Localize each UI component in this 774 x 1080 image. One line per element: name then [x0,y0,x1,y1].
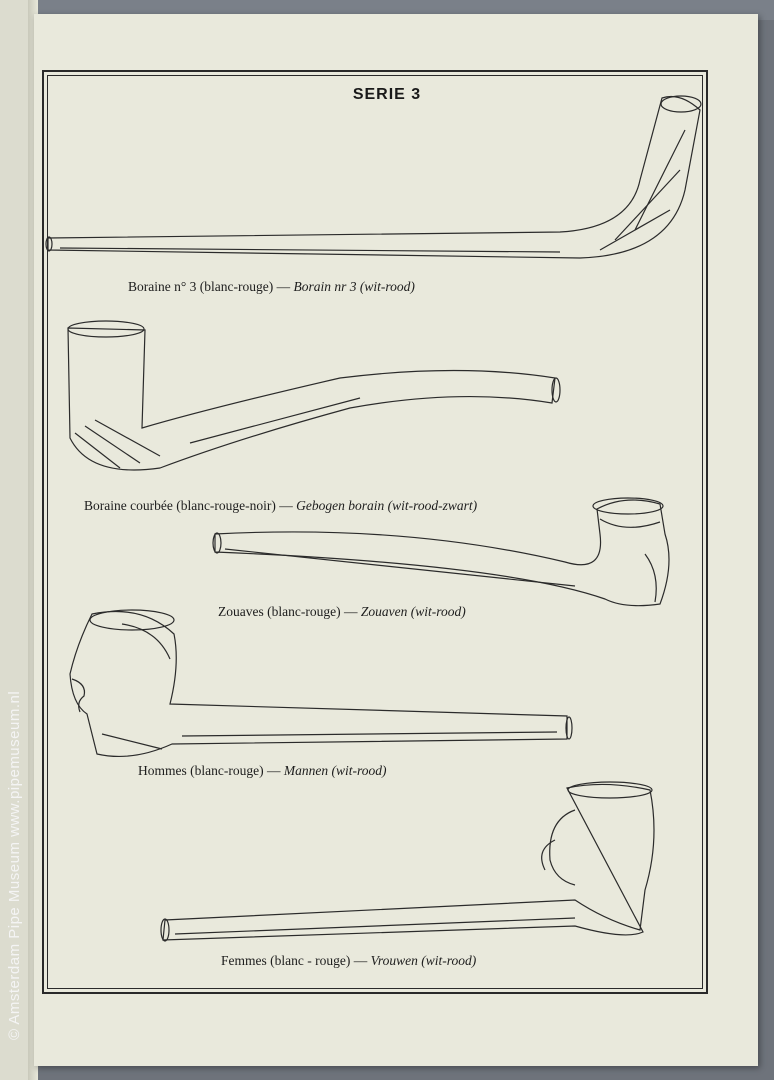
caption-fr: Boraine n° 3 (blanc-rouge) [128,279,274,294]
caption-fr: Femmes (blanc - rouge) [221,953,351,968]
pipe-caption-4 [138,763,386,779]
pipe-illustration-woman [155,780,665,948]
caption-separator: — [343,604,358,619]
pipe-caption-5 [221,953,476,969]
pipe-caption-1 [128,279,415,295]
caption-separator: — [353,953,368,968]
caption-fr: Boraine courbée (blanc-rouge-noir) [84,498,276,513]
pipe-illustration-boraine [40,90,710,270]
caption-nl: Gebogen borain (wit-rood-zwart) [296,498,478,513]
caption-separator: — [266,763,281,778]
pipe-illustration-man [62,604,577,764]
page-title: SERIE 3 [352,86,422,103]
caption-nl: Mannen (wit-rood) [283,763,387,778]
caption-separator: — [279,498,293,513]
caption-fr: Zouaves (blanc-rouge) [218,604,341,619]
caption-fr: Hommes (blanc-rouge) [138,763,264,778]
copyright-watermark: © Amsterdam Pipe Museum www.pipemuseum.nl [6,690,23,1040]
caption-separator: — [276,279,291,294]
pipe-illustration-boraine-courbee [60,318,570,488]
caption-nl: Vrouwen (wit-rood) [370,953,477,968]
caption-nl: Borain nr 3 (wit-rood) [293,279,415,294]
pipe-illustration-zouave [205,494,675,614]
caption-nl: Zouaven (wit-rood) [360,604,466,619]
